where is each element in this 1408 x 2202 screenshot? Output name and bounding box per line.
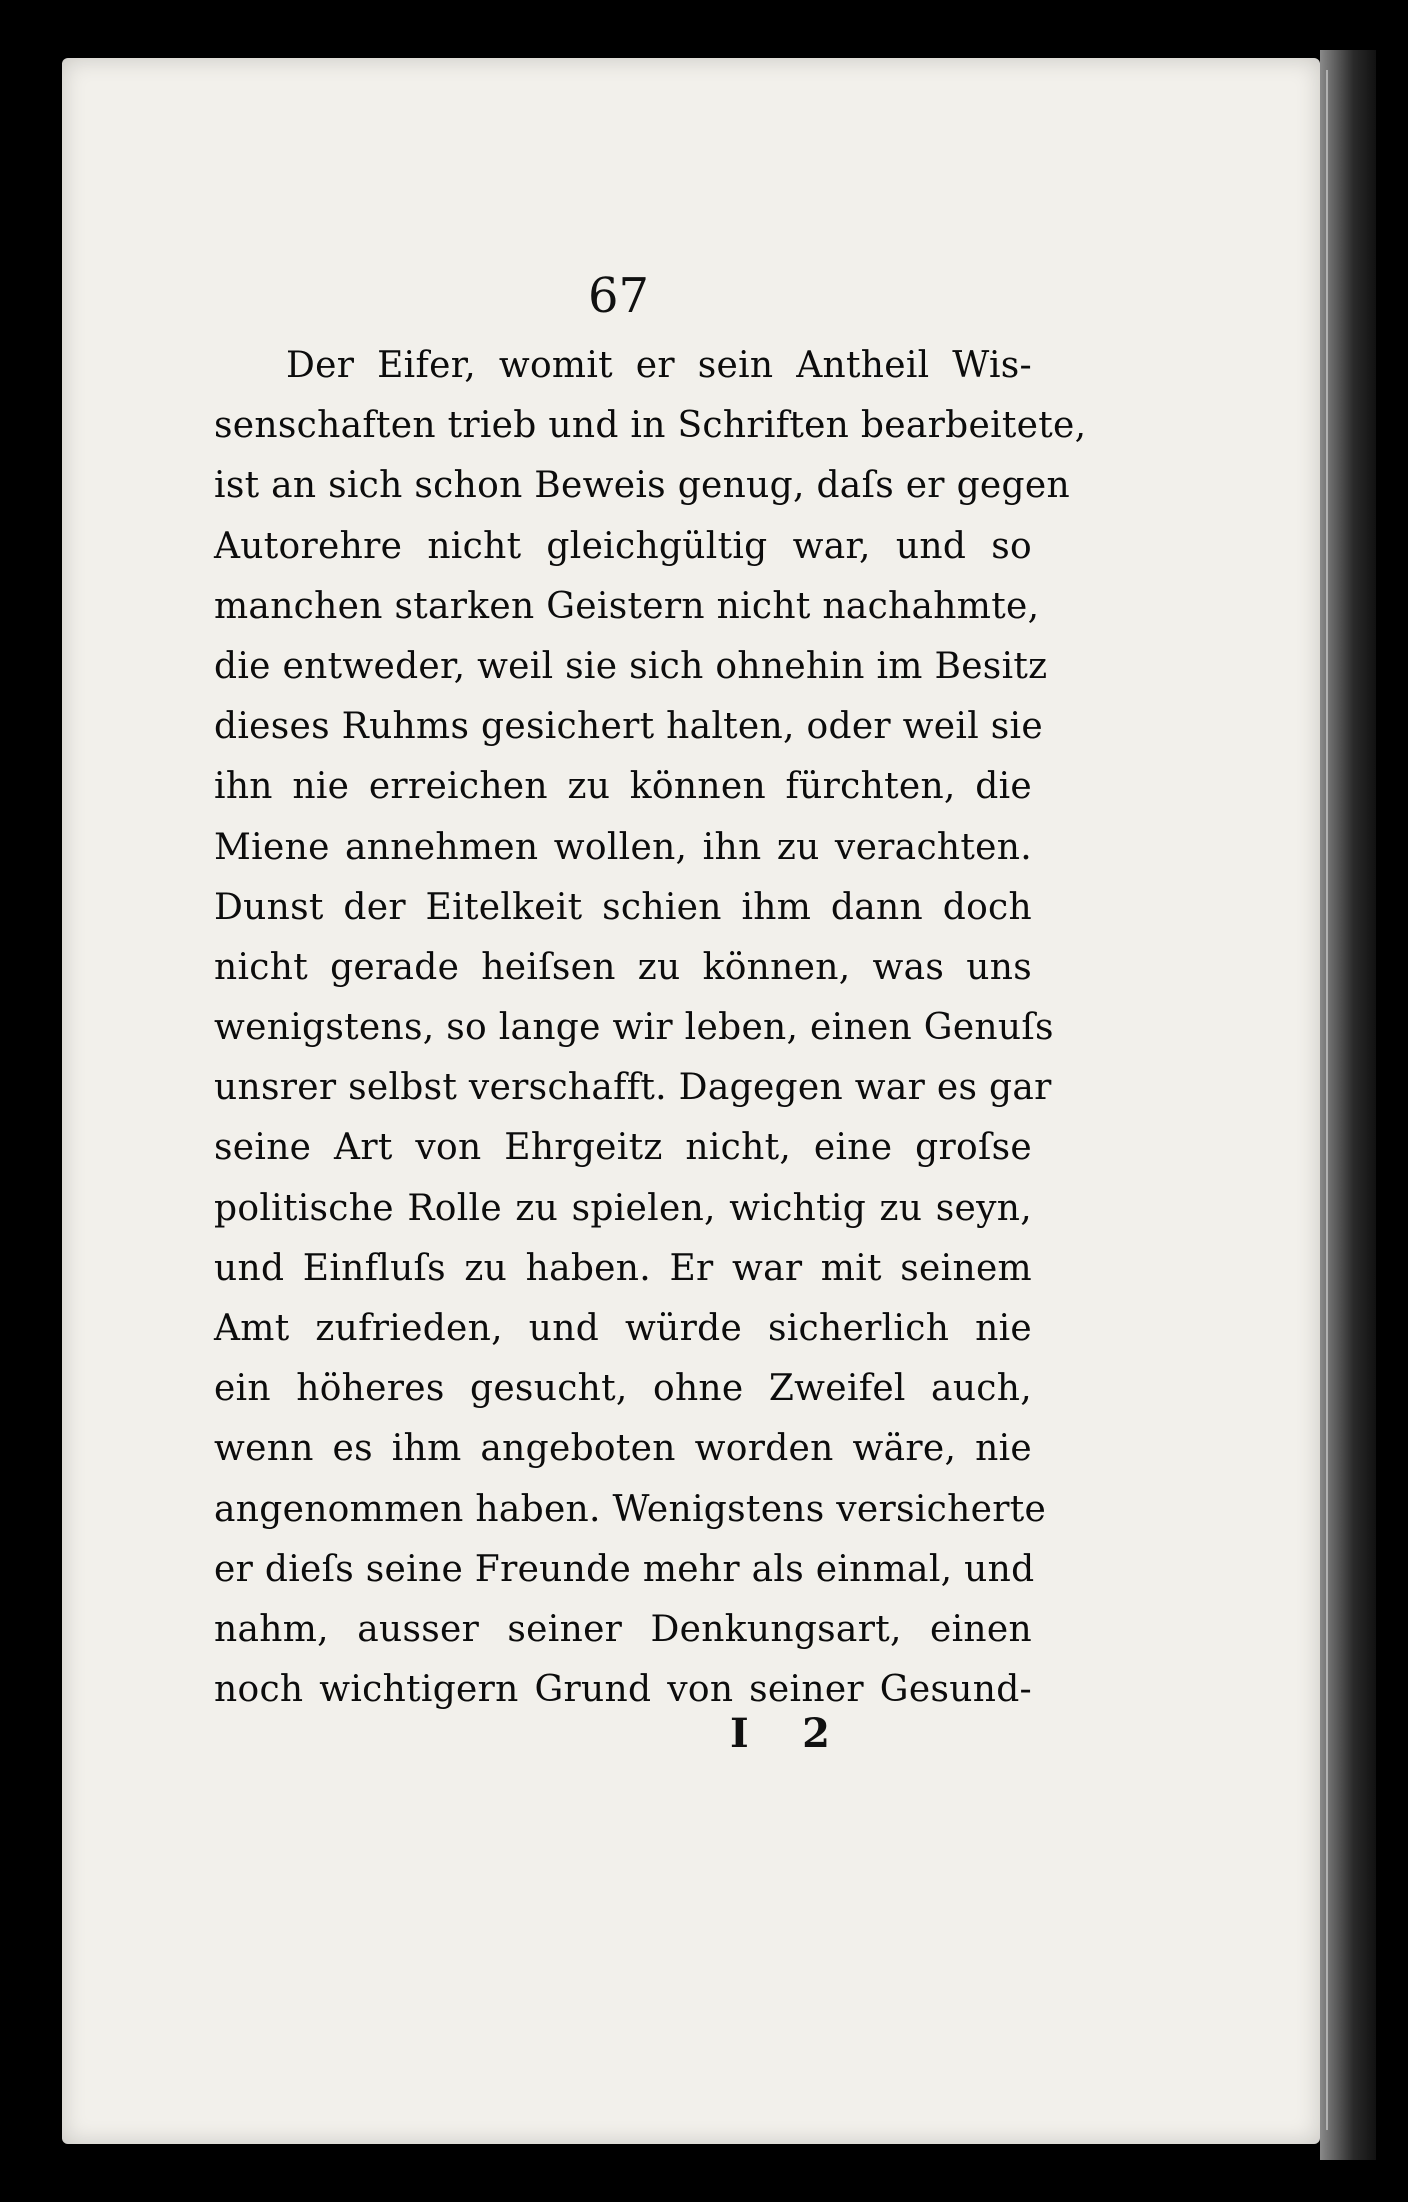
text-line: seine Art von Ehrgeitz nicht, eine groſse <box>214 1127 1032 1169</box>
page-number: 67 <box>588 268 650 324</box>
text-line: ein höheres gesucht, ohne Zweifel auch, <box>214 1368 1032 1410</box>
text-line: nahm, ausser seiner Denkungsart, einen <box>214 1608 1032 1650</box>
book-page-edge <box>1320 50 1376 2160</box>
text-line: angenommen haben. Wenigstens versicherte <box>214 1488 1047 1530</box>
text-line: nicht gerade heiſsen zu können, was uns <box>214 946 1032 988</box>
signature-letter: I <box>730 1710 749 1757</box>
text-line: noch wichtigern Grund von seiner Gesund- <box>214 1669 1032 1711</box>
text-line: wenigstens, so lange wir leben, einen Genuſs <box>214 1007 1054 1049</box>
page-edge-highlight <box>1326 70 1328 2130</box>
text-line: manchen starken Geistern nicht nachahmte, <box>214 585 1040 627</box>
text-line: Amt zufrieden, und würde sicherlich nie <box>214 1308 1032 1349</box>
text-line: wenn es ihm angeboten worden wäre, nie <box>214 1428 1032 1470</box>
text-line: und Einfluſs zu haben. Er war mit seinem <box>214 1247 1032 1289</box>
body-text <box>214 336 1087 1720</box>
text-line: ihn nie erreichen zu können fürchten, die <box>214 766 1032 808</box>
text-line: unsrer selbst verschafft. Dagegen war es gar <box>214 1067 1052 1109</box>
text-line: senschaften trieb und in Schriften bearbeitete, <box>214 405 1087 447</box>
text-line: Autorehre nicht gleichgültig war, und so <box>214 525 1032 567</box>
text-line: dieses Ruhms gesichert halten, oder weil sie <box>214 706 1043 748</box>
text-line: politische Rolle zu spielen, wichtig zu seyn, <box>214 1187 1032 1229</box>
text-line: Der Eifer, womit er sein Antheil Wis- <box>286 345 1032 386</box>
text-line: Dunst der Eitelkeit schien ihm dann doch <box>214 886 1032 928</box>
text-line: er dieſs seine Freunde mehr als einmal, und <box>214 1548 1035 1590</box>
text-line: die entweder, weil sie sich ohnehin im Besitz <box>214 645 1048 687</box>
signature-mark <box>730 1710 830 1757</box>
signature-number: 2 <box>802 1710 830 1757</box>
text-line: ist an sich schon Beweis genug, daſs er gegen <box>214 465 1070 507</box>
text-line: Miene annehmen wollen, ihn zu verachten. <box>214 826 1032 868</box>
